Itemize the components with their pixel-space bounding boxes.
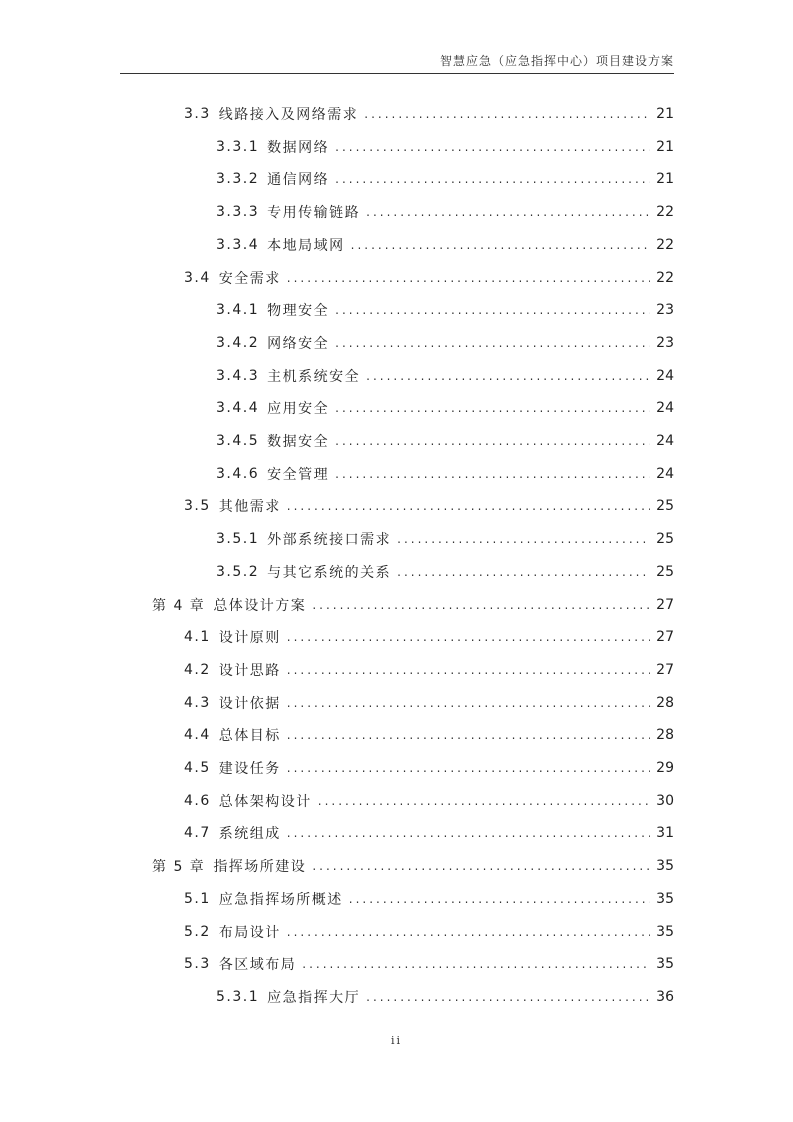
- toc-entry-number: 5.3.1: [216, 988, 260, 1005]
- toc-entry-page: 24: [656, 367, 674, 384]
- toc-entry-title: 通信网络: [267, 172, 330, 189]
- toc-dot-leader: [287, 499, 650, 513]
- toc-dot-leader: [318, 794, 650, 808]
- toc-entry-page: 25: [656, 563, 674, 580]
- toc-entry[interactable]: [184, 757, 674, 779]
- toc-entry-page: 23: [656, 302, 674, 319]
- toc-dot-leader: [351, 238, 651, 252]
- toc-entry-number: 3.4.6: [216, 465, 260, 482]
- toc-entry-title: 安全管理: [267, 466, 330, 483]
- toc-entry[interactable]: [184, 790, 674, 812]
- toc-entry-number: 3.3.3: [216, 204, 260, 221]
- toc-dot-leader: [312, 598, 650, 612]
- toc-entry-page: 31: [656, 825, 674, 842]
- toc-entry-page: 28: [656, 694, 674, 711]
- toc-entry[interactable]: [152, 594, 674, 616]
- toc-dot-leader: [366, 369, 650, 383]
- toc-entry-page: 27: [656, 596, 674, 613]
- toc-entry-title: 设计思路: [218, 662, 281, 679]
- toc-entry-title: 网络安全: [267, 335, 330, 352]
- toc-entry-title: 布局设计: [218, 924, 281, 941]
- toc-entry-page: 23: [656, 334, 674, 351]
- toc-entry[interactable]: [216, 299, 674, 321]
- toc-entry-number: 3.3.1: [216, 138, 260, 155]
- toc-dot-leader: [335, 434, 650, 448]
- toc-entry[interactable]: [216, 365, 674, 387]
- toc-dot-leader: [335, 401, 650, 415]
- toc-entry-page: 24: [656, 400, 674, 417]
- toc-entry[interactable]: [216, 168, 674, 190]
- toc-dot-leader: [287, 663, 650, 677]
- toc-entry-number: 第 5 章: [152, 859, 206, 876]
- toc-entry-title: 线路接入及网络需求: [218, 107, 359, 123]
- toc-entry[interactable]: [216, 561, 674, 583]
- toc-entry[interactable]: [184, 659, 674, 681]
- toc-dot-leader: [335, 303, 650, 317]
- toc-entry-number: 3.4.3: [216, 367, 260, 384]
- toc-entry-number: 5.1: [184, 890, 211, 907]
- toc-entry-page: 29: [656, 760, 674, 776]
- toc-dot-leader: [287, 696, 650, 710]
- toc-entry-page: 30: [656, 792, 674, 809]
- toc-dot-leader: [335, 467, 650, 481]
- toc-entry-page: 21: [656, 138, 674, 155]
- toc-dot-leader: [335, 140, 650, 154]
- toc-entry-page: 35: [656, 890, 674, 907]
- toc-dot-leader: [287, 761, 650, 775]
- toc-entry-title: 专用传输链路: [267, 205, 361, 222]
- toc-entry-number: 3.4.1: [216, 302, 260, 319]
- toc-entry-title: 物理安全: [267, 303, 330, 320]
- toc-entry-number: 5.2: [184, 923, 211, 940]
- toc-entry-title: 外部系统接口需求: [267, 532, 392, 549]
- toc-entry[interactable]: [216, 332, 674, 354]
- toc-entry-title: 应用安全: [267, 401, 330, 418]
- toc-entry[interactable]: [216, 430, 674, 452]
- toc-entry[interactable]: [216, 234, 674, 256]
- toc-entry-title: 安全需求: [218, 270, 281, 287]
- toc-entry-title: 各区域布局: [218, 957, 297, 974]
- toc-entry[interactable]: [184, 724, 674, 746]
- page-number: ii: [390, 1034, 403, 1047]
- toc-entry-title: 数据网络: [267, 139, 330, 156]
- toc-entry[interactable]: [216, 463, 674, 485]
- toc-entry[interactable]: [184, 626, 674, 648]
- toc-dot-leader: [287, 826, 650, 840]
- toc-entry-title: 与其它系统的关系: [267, 564, 392, 581]
- toc-entry-number: 3.3: [184, 106, 211, 122]
- toc-dot-leader: [302, 957, 650, 971]
- toc-dot-leader: [364, 107, 650, 121]
- toc-entry-page: 25: [656, 498, 674, 515]
- toc-dot-leader: [349, 892, 650, 906]
- toc-entry[interactable]: [184, 267, 674, 289]
- toc-entry-title: 总体目标: [218, 728, 281, 745]
- toc-dot-leader: [366, 205, 650, 219]
- toc-dot-leader: [287, 630, 650, 644]
- toc-entry-page: 27: [656, 629, 674, 646]
- toc-dot-leader: [287, 728, 650, 742]
- toc-entry-title: 总体架构设计: [218, 793, 312, 810]
- toc-entry-page: 35: [656, 956, 674, 973]
- toc-entry-number: 4.6: [184, 792, 211, 809]
- toc-entry[interactable]: [184, 953, 674, 975]
- toc-entry-title: 数据安全: [267, 434, 330, 450]
- toc-entry[interactable]: [184, 822, 674, 844]
- toc-entry-title: 系统组成: [218, 826, 281, 843]
- toc-entry[interactable]: [184, 921, 674, 943]
- toc-entry-number: 3.5.1: [216, 531, 260, 548]
- toc-entry-number: 3.3.2: [216, 171, 260, 188]
- toc-entry-page: 24: [656, 465, 674, 482]
- toc-entry-number: 3.4.4: [216, 400, 260, 417]
- toc-entry-number: 3.4.2: [216, 334, 260, 351]
- toc-entry-title: 应急指挥大厅: [267, 989, 361, 1006]
- toc-entry[interactable]: [184, 692, 674, 714]
- toc-entry[interactable]: [184, 103, 674, 125]
- toc-dot-leader: [335, 336, 650, 350]
- toc-entry-title: 建设任务: [218, 761, 281, 777]
- toc-dot-leader: [335, 172, 650, 186]
- toc-entry-page: 35: [656, 858, 674, 875]
- toc-entry-title: 总体设计方案: [213, 597, 307, 614]
- toc-entry-number: 第 4 章: [152, 597, 206, 614]
- toc-entry[interactable]: [216, 986, 674, 1008]
- toc-dot-leader: [287, 271, 650, 285]
- toc-entry-page: 21: [656, 171, 674, 188]
- toc-entry-page: 22: [656, 204, 674, 221]
- toc-entry[interactable]: [216, 528, 674, 550]
- toc-dot-leader: [366, 990, 650, 1004]
- toc-entry[interactable]: [216, 136, 674, 158]
- toc-entry-number: 5.3: [184, 956, 211, 973]
- toc-entry-number: 4.5: [184, 760, 211, 776]
- toc-dot-leader: [397, 565, 650, 579]
- toc-entry-title: 应急指挥场所概述: [218, 891, 343, 908]
- toc-entry[interactable]: [216, 397, 674, 419]
- toc-entry-page: 25: [656, 531, 674, 548]
- toc-entry[interactable]: [184, 495, 674, 517]
- toc-entry-number: 3.5.2: [216, 563, 260, 580]
- toc-entry-title: 主机系统安全: [267, 368, 361, 385]
- toc-entry-number: 4.1: [184, 629, 211, 646]
- toc-entry-page: 21: [656, 106, 674, 122]
- toc-entry-page: 28: [656, 727, 674, 744]
- toc-entry[interactable]: [216, 201, 674, 223]
- toc-entry-title: 其他需求: [218, 499, 281, 516]
- toc-entry-page: 36: [656, 988, 674, 1005]
- toc-dot-leader: [287, 925, 650, 939]
- toc-entry[interactable]: [184, 888, 674, 910]
- toc-dot-leader: [312, 859, 650, 873]
- toc-entry-title: 指挥场所建设: [213, 859, 307, 876]
- toc-entry[interactable]: [152, 855, 674, 877]
- toc-entry-title: 设计原则: [218, 630, 281, 647]
- toc-entry-number: 3.4: [184, 269, 211, 286]
- toc-entry-number: 4.4: [184, 727, 211, 744]
- header-divider: [120, 73, 674, 74]
- toc-entry-page: 35: [656, 923, 674, 940]
- toc-entry-number: 4.2: [184, 661, 211, 678]
- toc-entry-title: 设计依据: [218, 695, 281, 712]
- toc-entry-title: 本地局域网: [267, 237, 345, 254]
- toc-entry-number: 3.4.5: [216, 433, 260, 449]
- toc-entry-page: 27: [656, 661, 674, 678]
- toc-entry-page: 24: [656, 433, 674, 449]
- toc-entry-page: 22: [656, 269, 674, 286]
- toc-entry-number: 4.7: [184, 825, 211, 842]
- running-header: 智慧应急（应急指挥中心）项目建设方案: [439, 54, 674, 68]
- toc-entry-number: 3.3.4: [216, 236, 260, 253]
- toc-entry-number: 3.5: [184, 498, 211, 515]
- toc-entry-number: 4.3: [184, 694, 211, 711]
- toc-dot-leader: [397, 532, 650, 546]
- toc-entry-page: 22: [656, 236, 674, 253]
